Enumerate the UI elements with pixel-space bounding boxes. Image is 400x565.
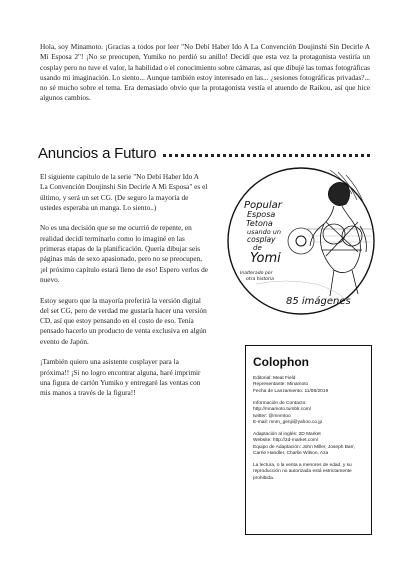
colophon-contact-twitter: twitter: @mnmtoo xyxy=(253,413,291,419)
disc-note-line-2: otra historia xyxy=(246,277,274,282)
colophon-body xyxy=(253,376,367,488)
colophon-contact-label: Información de Contacto: xyxy=(253,400,307,406)
colophon-representante: Representante: Minamoto xyxy=(253,382,309,388)
colophon-legal-block xyxy=(253,463,367,482)
disc-title-line-4: usando un xyxy=(247,228,282,236)
disc-title-line-2: Esposa xyxy=(247,210,276,219)
colophon-box xyxy=(245,345,372,535)
disc-title-line-5: cosplay xyxy=(247,235,276,244)
colophon-editorial: Editorial: Meat Field xyxy=(253,376,296,381)
disc-center-hole xyxy=(296,236,306,246)
colophon-team: Equipo de Adaptación: John Miller, Joseph Barr, Carrie Handler, Charlie Wilson, Aza xyxy=(253,444,355,457)
disc-title-line-6: de xyxy=(253,244,262,252)
disc-title-line-1: Popular xyxy=(244,200,282,211)
intro-paragraph: Hola, soy Minamoto. ¡Gracias a todos por leer "No Debí Haber Ido A La Convención Doujinshi Sin Decirle A Mi Esposa 2"! ¡No se preocupen, Yumiko no perdió su anillo! Decidí que esta vez la protagonista vestiría un cosplay pero no tuve el valor, la habilidad o el conocimiento sobre cámaras, así que dibujé las tomas fotográficas usando mi imaginación. Lo siento... Aunque también estoy interesado en las... ¿sesiones fotográficas privadas?... no sé mucho sobre el tema. Era demasiado obvio que la protagonista vestía el atuendo de Raikou, así que hice algunos cambios. xyxy=(40,42,370,103)
disc-image-count: 85 imágenes xyxy=(286,296,351,307)
colophon-title: Colophon xyxy=(253,355,309,369)
colophon-release-date: Fecha de Lanzamiento: 11/08/2019 xyxy=(253,388,329,394)
announcement-paragraph-3: Estoy seguro que la mayoría preferirá la versión digital del set CG, pero de verdad me gustaría hacer una versión CD, así que estoy pensando en el costo de eso. Tenía pensado hacerlo un producto de venta exclusiva en algún evento de Japón. xyxy=(40,295,207,346)
section-heading: Anuncios a Futuro xyxy=(38,145,157,162)
colophon-adaptation-block xyxy=(253,432,367,458)
disc-title-line-3: Tetona xyxy=(246,219,273,228)
disc-title-line-7: Yomi xyxy=(250,251,281,266)
announcement-paragraph-1: El siguiente capítulo de la serie "No Debí Haber Ido A La Convención Doujinshi Sin Decirle A Mi Esposa" es el último, y será un set CG. (De seguro la mayoría de ustedes esperaba un manga. Lo siento..) xyxy=(40,172,208,212)
colophon-website: Website: http://2d-market.com/ xyxy=(253,438,319,444)
colophon-contact-email: E-mail: mnm_genji@yahoo.co.jp xyxy=(253,419,323,425)
intro-text-block xyxy=(40,42,370,104)
announcement-paragraph-2: No es una decisión que se me ocurrió de repente, en realidad decidí terminarlo como lo imaginé en las primeras etapas de la planificación. Quería dibujar seis páginas más de sexo apasionado, pero no se preocupen, ¡el próximo capítulo estará lleno de eso! Espero verlos de nuevo. xyxy=(40,223,208,284)
colophon-contact-web: http://mnamoto.tumblr.com/ xyxy=(253,407,312,413)
colophon-publisher-block xyxy=(253,376,367,395)
disc-note-line-1: Inalterado por xyxy=(240,271,273,276)
colophon-contact-block xyxy=(253,401,367,427)
colophon-legal: La lectura, o la venta a menores de edad, y su reproducción no autorizada está estrictamente prohibida. xyxy=(253,462,352,481)
section-heading-row xyxy=(38,145,370,165)
announcement-paragraph-4: ¡También quiero una asistente cosplayer para la próxima!! ¡Si no logro encontrar alguna, haré imprimir una figura de cartón Yumiko y entregaré las ventas con mis manos a través de la figura!! xyxy=(40,357,201,398)
colophon-adaptation: Adaptación al inglés: 2D Market xyxy=(253,431,321,437)
dotted-rule xyxy=(163,154,370,157)
cd-disc-illustration xyxy=(226,166,376,316)
announcements-column xyxy=(40,172,208,409)
